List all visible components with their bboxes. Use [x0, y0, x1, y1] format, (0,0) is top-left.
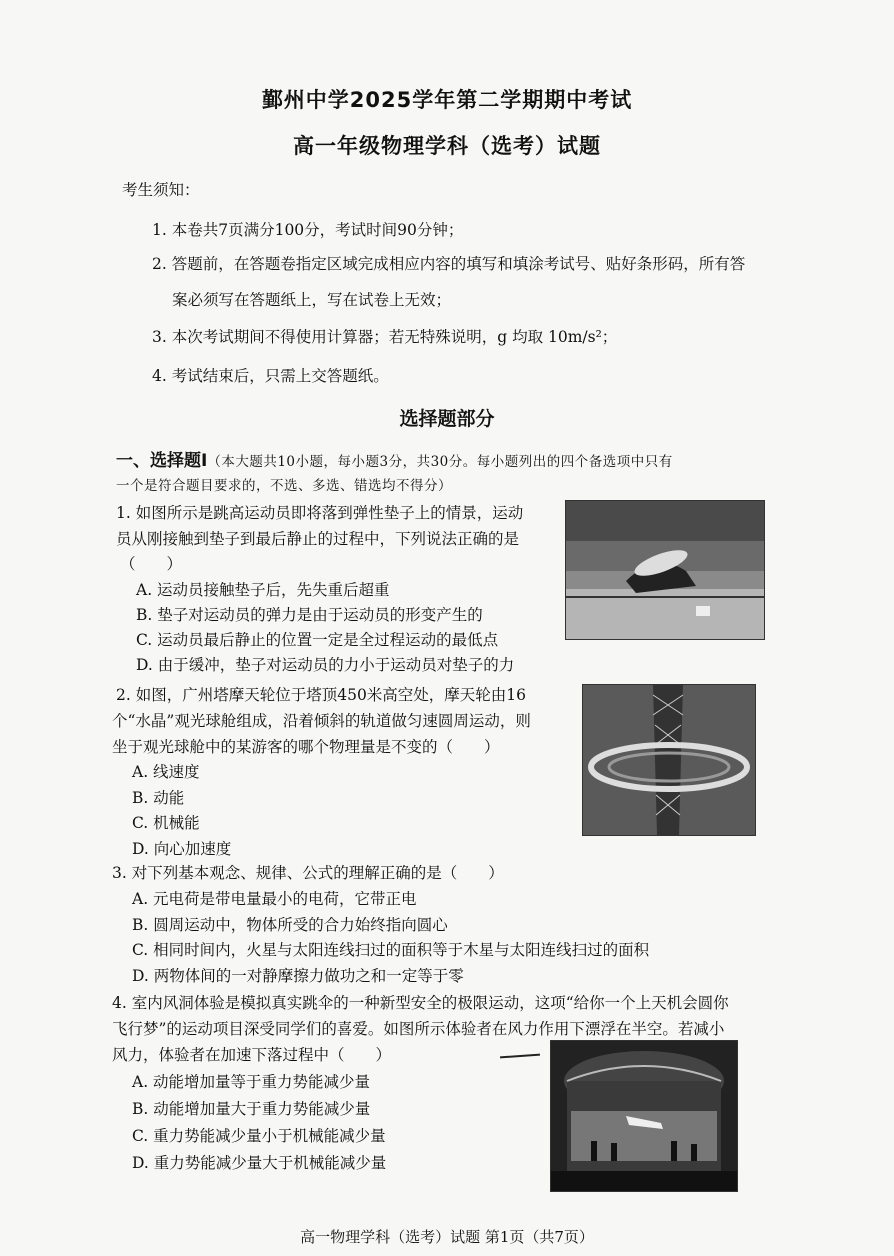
notice-heading: 考生须知： [122, 181, 200, 199]
q3-option-a: A. 元电荷是带电量最小的电荷，它带正电 [132, 890, 417, 908]
wind-tunnel-photo [550, 1040, 738, 1192]
high-jump-photo [565, 500, 765, 640]
q2-stem: 个“水晶”观光球舱组成，沿着倾斜的轨道做匀速圆周运动，则 [112, 712, 531, 730]
q2-option-c: C. 机械能 [132, 814, 200, 832]
notice-item: 3. 本次考试期间不得使用计算器；若无特殊说明，g 均取 10m/s²； [152, 328, 618, 346]
notice-item: 1. 本卷共7页满分100分，考试时间90分钟； [152, 221, 464, 239]
q1-option-d: D. 由于缓冲，垫子对运动员的力小于运动员对垫子的力 [136, 656, 515, 674]
q4-stem: 飞行梦”的运动项目深受同学们的喜爱。如图所示体验者在风力作用下漂浮在半空。若减小 [112, 1020, 725, 1038]
exam-subtitle: 高一年级物理学科（选考）试题 [293, 134, 601, 158]
q1-stem: 1. 如图所示是跳高运动员即将落到弹性垫子上的情景，运动 [116, 504, 524, 522]
q1-stem: 员从刚接触到垫子到最后静止的过程中，下列说法正确的是 [116, 530, 520, 548]
q1-stem: （ ） [120, 555, 183, 573]
section-title: 选择题部分 [399, 408, 495, 430]
q4-option-a: A. 动能增加量等于重力势能减少量 [132, 1073, 371, 1091]
pen-mark [500, 1054, 540, 1059]
q4-option-c: C. 重力势能减少量小于机械能减少量 [132, 1127, 386, 1145]
q3-option-c: C. 相同时间内，火星与太阳连线扫过的面积等于木星与太阳连线扫过的面积 [132, 941, 650, 959]
notice-item: 4. 考试结束后，只需上交答题纸。 [152, 367, 389, 385]
notice-item: 2. 答题前，在答题卷指定区域完成相应内容的填写和填涂考试号、贴好条形码，所有答 [152, 255, 746, 273]
part1-header [116, 446, 673, 471]
q1-option-c: C. 运动员最后静止的位置一定是全过程运动的最低点 [136, 631, 499, 649]
q1-option-a: A. 运动员接触垫子后，先失重后超重 [136, 581, 390, 599]
notice-item: 案必须写在答题纸上，写在试卷上无效； [172, 291, 452, 309]
q4-option-d: D. 重力势能减少量大于机械能减少量 [132, 1154, 387, 1172]
q4-stem: 4. 室内风洞体验是模拟真实跳伞的一种新型安全的极限运动，这项“给你一个上天机会圆你 [112, 994, 729, 1012]
q2-option-b: B. 动能 [132, 789, 185, 807]
q2-stem: 坐于观光球舱中的某游客的哪个物理量是不变的（ ） [112, 738, 500, 756]
q3-option-d: D. 两物体间的一对静摩擦力做功之和一定等于零 [132, 967, 464, 985]
part1-description-cont: 一个是符合题目要求的，不选、多选、错选均不得分） [116, 478, 452, 494]
part1-heading: 一、选择题Ⅰ [116, 451, 208, 471]
part1-description: （本大题共10小题，每小题3分，共30分。每小题列出的四个备选项中只有 [207, 454, 673, 470]
q2-option-a: A. 线速度 [132, 763, 200, 781]
q3-option-b: B. 圆周运动中，物体所受的合力始终指向圆心 [132, 916, 448, 934]
q1-option-b: B. 垫子对运动员的弹力是由于运动员的形变产生的 [136, 606, 483, 624]
q2-option-d: D. 向心加速度 [132, 840, 232, 858]
page-footer: 高一物理学科（选考）试题 第1页（共7页） [300, 1228, 594, 1246]
q4-option-b: B. 动能增加量大于重力势能减少量 [132, 1100, 371, 1118]
q4-stem: 风力，体验者在加速下落过程中（ ） [112, 1046, 392, 1064]
q3-stem: 3. 对下列基本观念、规律、公式的理解正确的是（ ） [112, 864, 504, 882]
exam-title: 鄞州中学2025学年第二学期期中考试 [261, 88, 633, 112]
canton-tower-photo [582, 684, 756, 836]
q2-stem: 2. 如图，广州塔摩天轮位于塔顶450米高空处，摩天轮由16 [116, 686, 527, 704]
